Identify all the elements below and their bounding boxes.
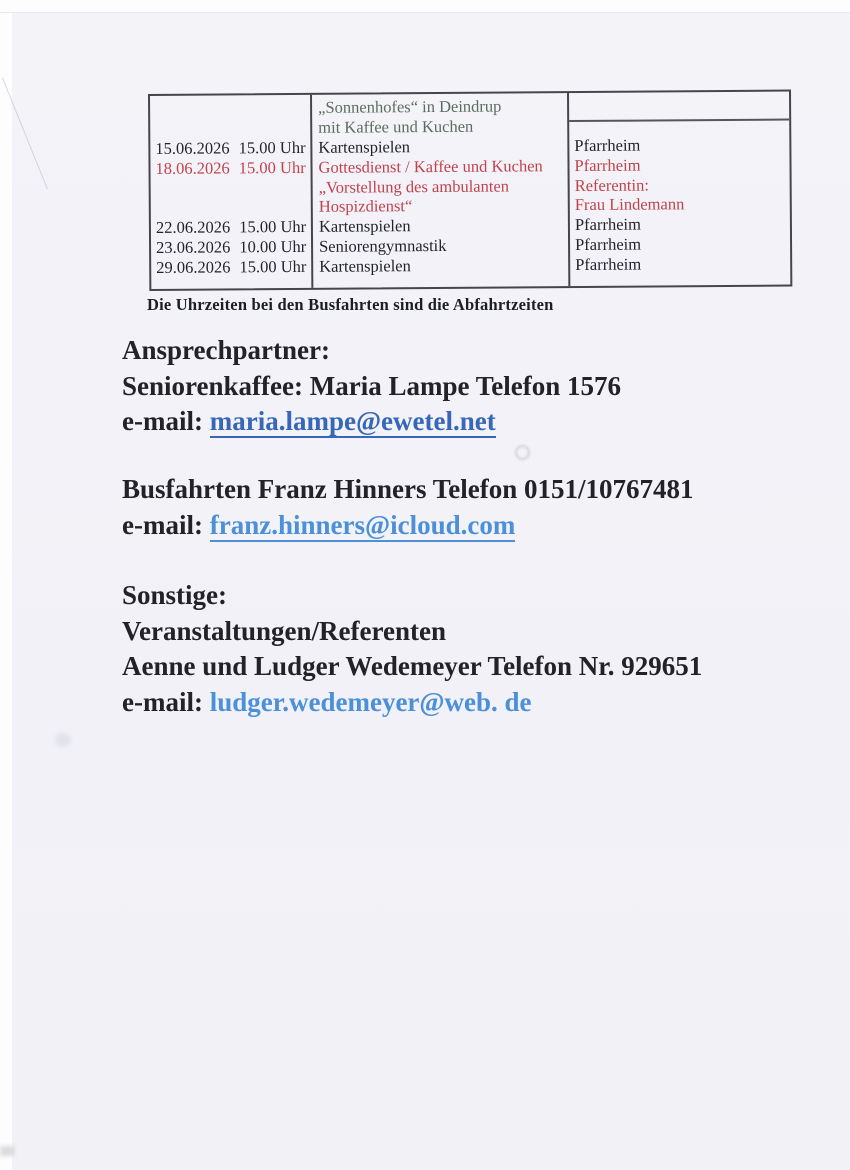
date-cell (156, 197, 308, 218)
date-cell: 22.06.2026 15.00 Uhr (155, 217, 307, 238)
date-cell (155, 98, 307, 119)
date-cell (155, 118, 307, 139)
location-cell: Referentin: (574, 175, 649, 195)
seniorenkaffee-contact-line: Seniorenkaffee: Maria Lampe Telefon 1576 (122, 370, 621, 401)
location-cell: Pfarrheim (575, 254, 642, 275)
column-date-time (155, 98, 308, 289)
email-label: e-mail: (122, 686, 203, 717)
date-cell: 23.06.2026 10.00 Uhr (156, 237, 307, 258)
activity-cell: Hospizdienst“ (318, 196, 413, 217)
busfahrten-email-line (122, 508, 694, 544)
location-cell (574, 114, 786, 135)
sonstige-heading: Sonstige: (122, 580, 228, 610)
bus-times-note: Die Uhrzeiten bei den Busfahrten sind die Abfahrtzeiten (147, 295, 554, 314)
date-cell (156, 177, 308, 198)
sonstige-line2: Aenne und Ludger Wedemeyer Telefon Nr. 929651 (122, 651, 703, 681)
location-cell: Pfarrheim (574, 214, 641, 235)
scan-smudge (0, 1146, 14, 1156)
activity-cell: mit Kaffee und Kuchen (318, 116, 474, 137)
location-cell: Pfarrheim (574, 135, 641, 155)
seniorenkaffee-email-line (122, 404, 621, 440)
sonstige-line1: Veranstaltungen/Referenten (122, 615, 446, 646)
contacts-heading: Ansprechpartner: (122, 335, 330, 365)
activity-cell: Seniorengymnastik (319, 236, 447, 257)
scan-edge-artifact (0, 12, 850, 13)
activity-cell: Kartenspielen (318, 136, 411, 157)
column-activity (318, 96, 565, 288)
date-cell: 15.06.2026 15.00 Uhr (155, 137, 306, 158)
activity-cell: Kartenspielen (319, 256, 411, 276)
location-cell: Pfarrheim (574, 234, 642, 255)
location-cell: Pfarrheim (574, 155, 641, 175)
busfahrten-email-link[interactable]: franz.hinners@icloud.com (209, 509, 516, 540)
activity-cell: Gottesdienst / Kaffee und Kuchen (318, 155, 543, 177)
sonstige-email-link[interactable]: ludger.wedemeyer@web. de (209, 686, 532, 717)
table-column-divider (310, 95, 313, 288)
busfahrten-contact-line: Busfahrten Franz Hinners Telefon 0151/10767481 (122, 474, 694, 504)
email-label: e-mail: (122, 509, 203, 540)
sonstige-email-line (122, 685, 702, 721)
scan-smudge (515, 445, 530, 460)
activity-cell: „Vorstellung des ambulanten (318, 176, 510, 197)
email-label: e-mail: (122, 406, 203, 436)
date-cell: 18.06.2026 15.00 Uhr (155, 157, 306, 178)
contact-section-seniorenkaffee (122, 333, 621, 440)
activity-cell: „Sonnenhofes“ in Deindrup (318, 96, 502, 117)
seniorenkaffee-email-link[interactable]: maria.lampe@ewetel.net (209, 406, 496, 436)
activity-cell: Kartenspielen (318, 216, 411, 237)
date-cell: 29.06.2026 15.00 Uhr (156, 257, 307, 278)
location-cell: Frau Lindemann (574, 194, 685, 215)
contact-section-sonstige (122, 578, 702, 720)
table-column-divider (567, 93, 570, 286)
column-location (574, 95, 787, 286)
location-cell (574, 95, 786, 116)
schedule-table (148, 90, 792, 291)
contact-section-busfahrten (122, 472, 694, 543)
scan-smudge (55, 733, 71, 747)
